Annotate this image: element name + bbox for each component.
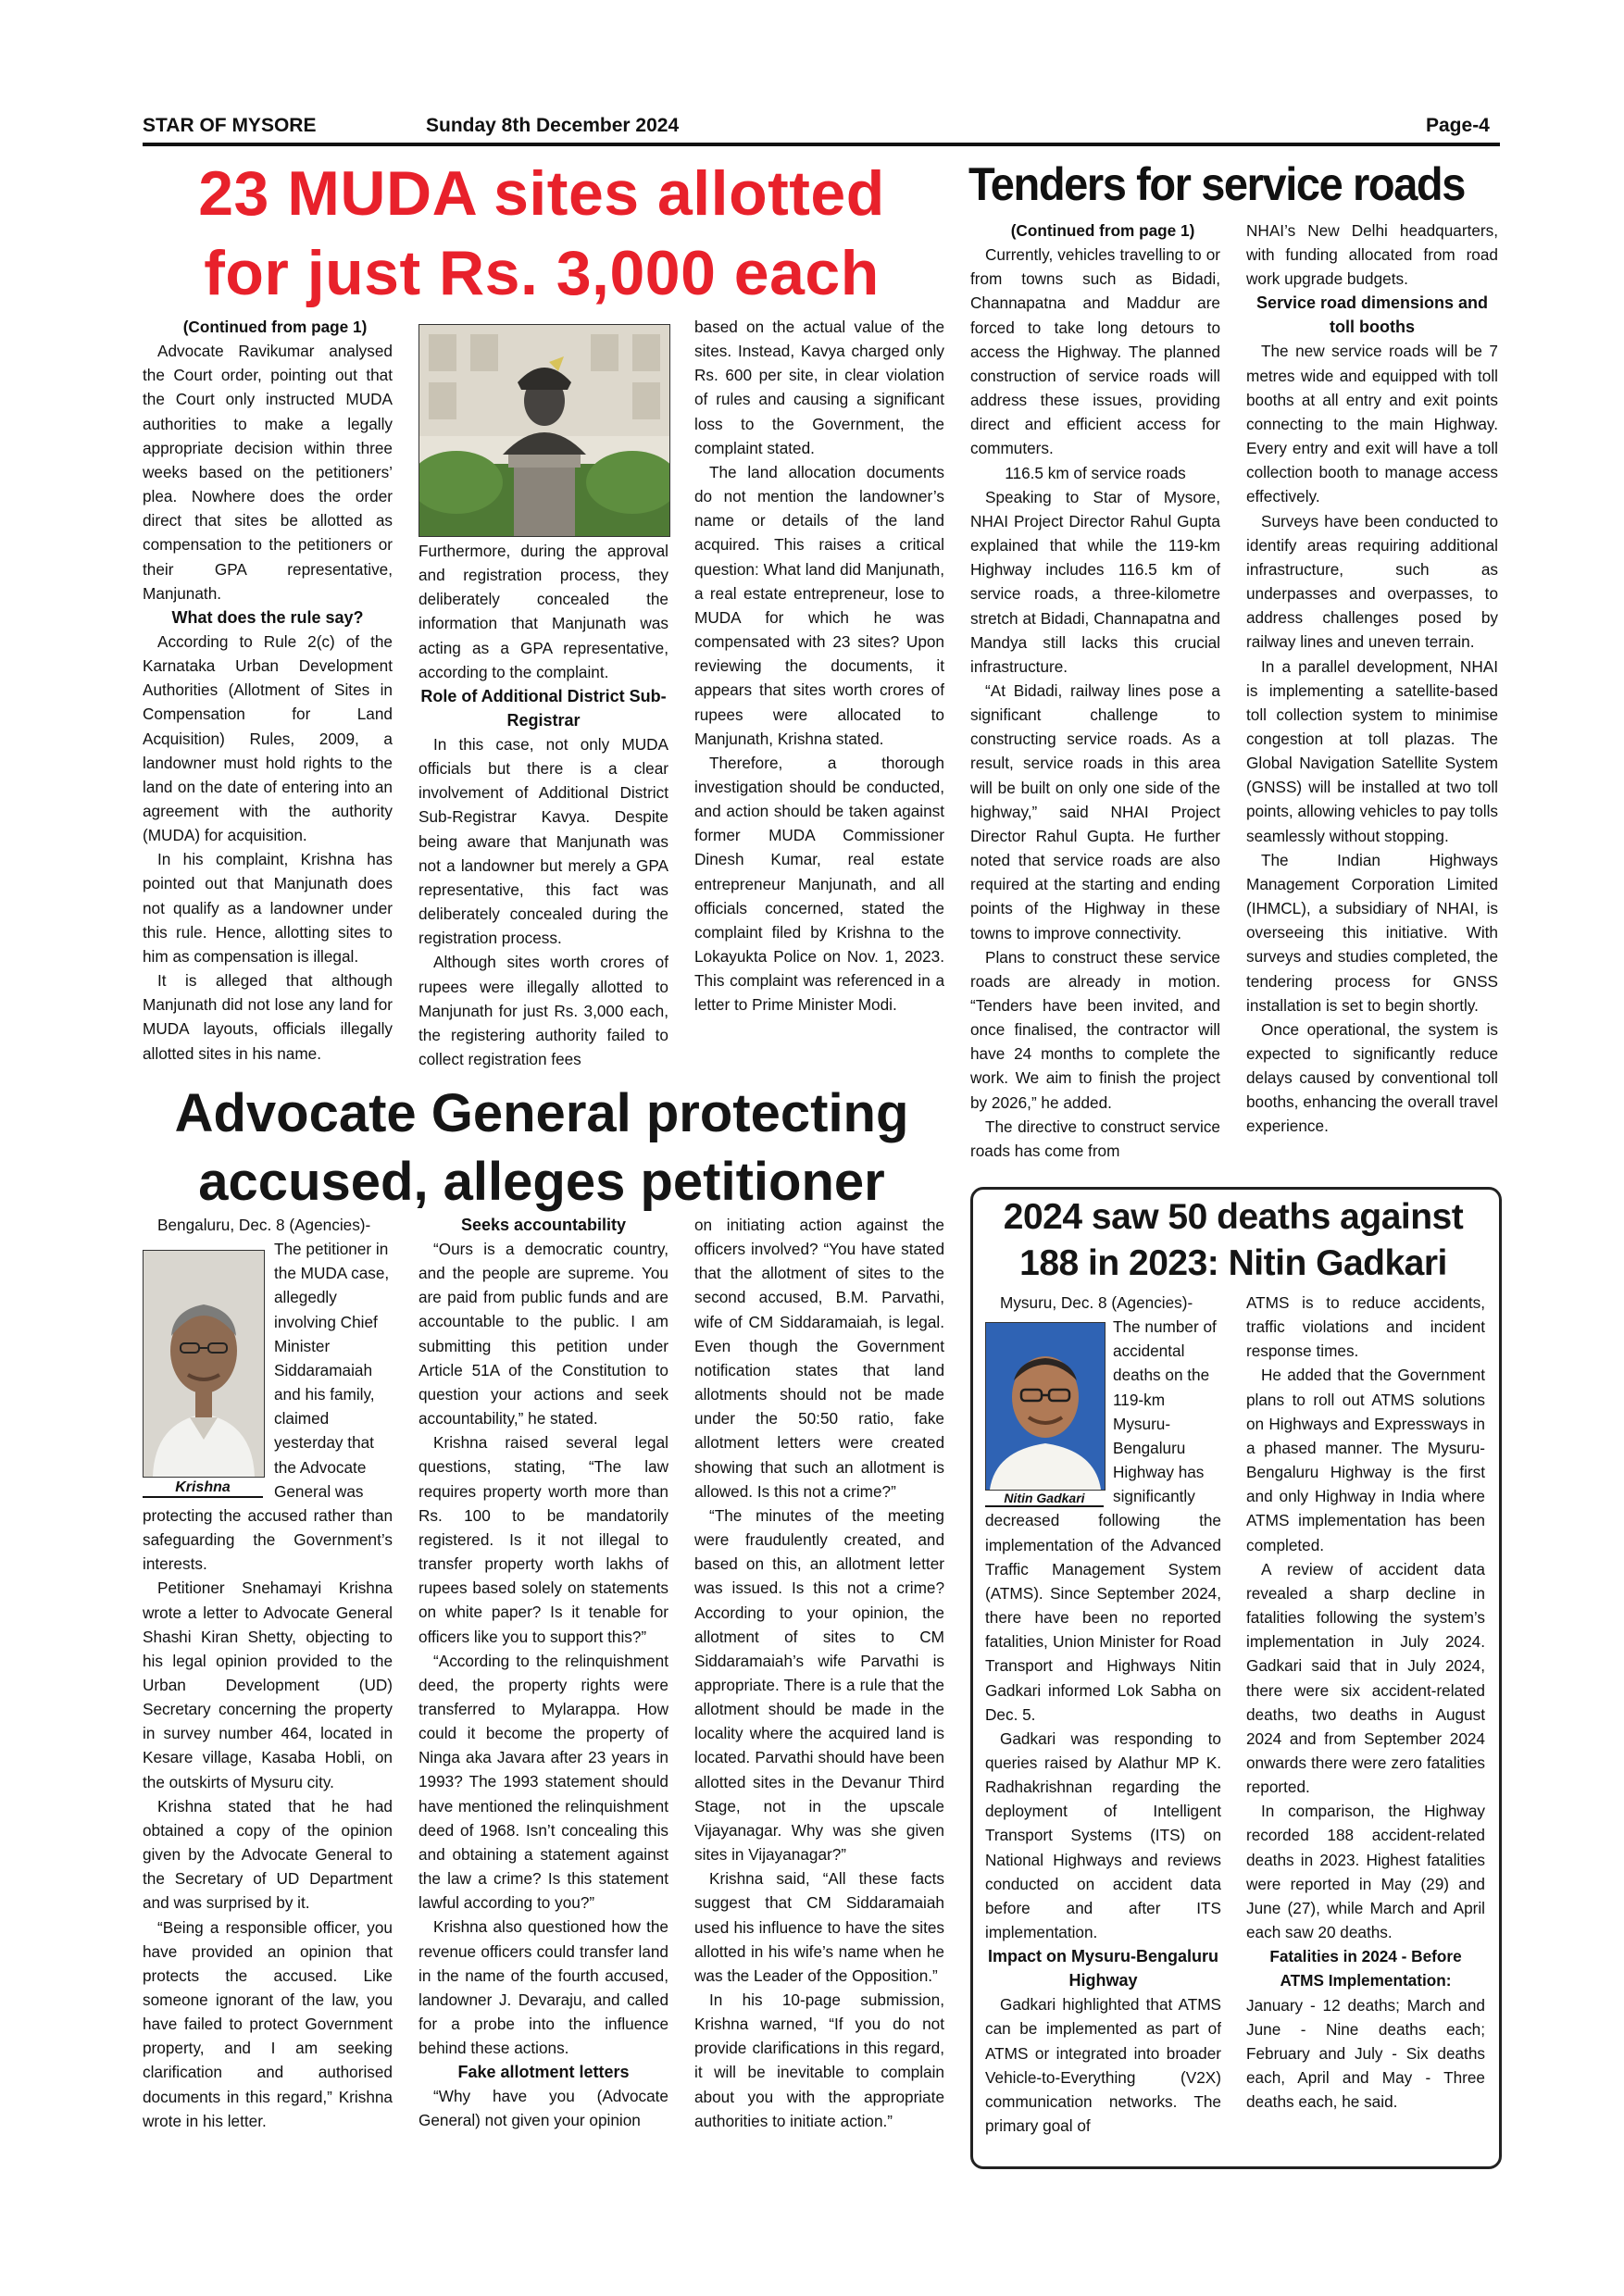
- muda-column-1: [143, 315, 393, 1074]
- advocate-headline: [139, 1079, 944, 1217]
- advocate-column-3: [694, 1213, 944, 2166]
- advocate-paragraph: “Being a responsible officer, you have provided an opinion that protects the accused. Like someone ignorant of the law, you have failed to protect Government property, and I am seeking clarification and authorised documents in this regard,” Krishna wrote in his letter.: [143, 1917, 393, 2130]
- advocate-paragraph: “The minutes of the meeting were fraudulently created, and based on this, an allotment letter was issued. Is this not a crime? According to your opinion, the allotment of sites to CM Siddaramaiah’s wife Parvathi is appropriate. There is a rule that the allotment should be made in the locality where the acquired land is located. Parvathi should have been allotted sites in the Devanur Third Stage, not in the upscale Vijayanagar. Why was she given sites in Vijayanagar?”: [694, 1505, 944, 1865]
- masthead-rule: [143, 143, 1500, 146]
- tenders-paragraph: Plans to construct these service roads are already in motion. “Tenders have been invited, and once finalised, the contractor will have 24 months to complete the work. We aim to finish the project by 2026,” he added.: [970, 947, 1220, 1112]
- tenders-paragraph: The Indian Highways Management Corporation Limited (IHMCL), a subsidiary of NHAI, is overseeing this initiative. With surveys and studies completed, the tendering process for GNSS installation is set to begin shortly.: [1246, 850, 1498, 1015]
- gadkari-headline-line2: 188 in 2023: Nitin Gadkari: [1019, 1243, 1447, 1283]
- advocate-column-2: [418, 1213, 668, 2166]
- advocate-headline-line1: Advocate General protecting: [174, 1083, 909, 1143]
- advocate-paragraph: “Ours is a democratic country, and the people are supreme. You are paid from public funds and are accountable to the public. I am submitting this petition under Article 51A of the Constitution to question your actions and seek accountability,” he stated.: [418, 1240, 668, 1429]
- advocate-paragraph: Petitioner Snehamayi Krishna wrote a letter to Advocate General Shashi Kiran Shetty, objecting to his legal opinion provided to the Urban Development (UD) Secretary concerning the property in survey number 464, located in Kesare village, Kasaba Hobli, on the outskirts of Mysuru city.: [143, 1578, 393, 1791]
- advocate-paragraph: on initiating action against the officers involved? “You have stated that the allotment of sites to the second accused, B.M. Parvathi, wife of CM Siddaramaiah, is legal. Even though the Government notification states that land allotments should not be made under the 50:50 ratio, fake allotment letters were created showing that such an allotment is allowed. Is this not a crime?”: [694, 1216, 944, 1501]
- masthead-paper-name: STAR OF MYSORE: [143, 115, 317, 136]
- tenders-paragraph: Currently, vehicles travelling to or from towns such as Bidadi, Channapatna and Maddur are forced to take long detours to access the Highway. The planned construction of service roads will address these issues, providing direct and efficient access for commuters.: [970, 245, 1220, 458]
- tenders-paragraph: Once operational, the system is expected to significantly reduce delays caused by conventional toll booths, enhancing the overall travel experience.: [1246, 1019, 1498, 1136]
- advocate-column-1: [143, 1213, 393, 2166]
- muda-paragraph: According to Rule 2(c) of the Karnataka Urban Development Authorities (Allotment of Sites in Compensation for Land Acquisition) Rules, 2009, a landowner must hold rights to the land on the date of entering into an agreement with the authority (MUDA) for acquisition.: [143, 631, 393, 845]
- muda-headline-line2: for just Rs. 3,000 each: [204, 238, 880, 308]
- muda-headline: [139, 154, 944, 313]
- statue-photo: [418, 324, 670, 537]
- tenders-subhead-dimensions: Service road dimensions and toll booths: [1255, 293, 1489, 337]
- masthead-page-number: Page-4: [1426, 115, 1490, 136]
- muda-headline-line1: 23 MUDA sites allotted: [198, 158, 885, 229]
- gadkari-paragraph: Gadkari highlighted that ATMS can be implemented as part of ATMS or integrated into broader Vehicle-to-Everything (V2X) communication networks. The primary goal of: [985, 1995, 1221, 2135]
- advocate-paragraph: Krishna stated that he had obtained a copy of the opinion given by the Advocate General to the Secretary of UD Department and was surprised by it.: [143, 1796, 393, 1913]
- tenders-paragraph: Speaking to Star of Mysore, NHAI Project Director Rahul Gupta explained that while the 119-km Highway includes 116.5 km of service roads, a three-kilometre stretch at Bidadi, Channapatna and Mandya still lacks this crucial infrastructure.: [970, 487, 1220, 676]
- tenders-paragraph: NHAI’s New Delhi headquarters, with funding allocated from road work upgrade budgets.: [1246, 221, 1498, 289]
- advocate-subhead-fake-letters: Fake allotment letters: [457, 2063, 630, 2082]
- muda-paragraph: The land allocation documents do not mention the landowner’s name or details of the land acquired. This raises a critical question: What land did Manjunath, a real estate entrepreneur, lose to MUDA for which he was compensated with 23 sites? Upon reviewing the documents, it appears that sites worth crores of rupees were allocated to Manjunath, Krishna stated.: [694, 462, 944, 748]
- tenders-paragraph: “At Bidadi, railway lines pose a significant challenge to constructing service roads. As a result, service roads in this area will be built on only one side of the highway,” said NHAI Project Director Rahul Gupta. He further noted that service roads are also required at the starting and ending points of the Highway in these towns to improve connectivity.: [970, 680, 1220, 942]
- tenders-headline: Tenders for service roads: [968, 158, 1465, 210]
- gadkari-photo-caption: Nitin Gadkari: [985, 1491, 1104, 1507]
- gadkari-lead-beside-photo: The number of accidental deaths on the 119-km Mysuru-Bengaluru Highway has significantly: [1113, 1317, 1217, 1506]
- gadkari-paragraph: decreased following the implementation of the Advanced Traffic Management System (ATMS). Since September 2024, there have been no reported fatalities, Union Minister for Road Transport and Highways Nitin Gadkari informed Lok Sabha on Dec. 5.: [985, 1511, 1221, 1724]
- gadkari-dateline: Mysuru, Dec. 8 (Agencies)-: [1000, 1293, 1193, 1312]
- muda-paragraph: based on the actual value of the sites. Instead, Kavya charged only Rs. 600 per site, in clear violation of rules and causing a significant loss to the Government, the complaint stated.: [694, 318, 944, 457]
- advocate-paragraph: In his 10-page submission, Krishna warned, “If you do not provide clarifications in this regard, it will be inevitable to complain about you with the appropriate authorities to initiate action.”: [694, 1990, 944, 2130]
- advocate-paragraph: Krishna raised several legal questions, stating, “The law requires property worth more than Rs. 100 to be mandatorily registered. Is it not illegal to transfer property worth lakhs of rupees based solely on statements on white paper? Is it tenable for officers like you to support this?”: [418, 1433, 668, 1646]
- tenders-continued-note: (Continued from page 1): [1010, 221, 1195, 240]
- gadkari-paragraph: A review of accident data revealed a sharp decline in fatalities following the system’s implementation in July 2024. Gadkari said that in July 2024, there were six accident-related deaths, two deaths in August 2024 and from September 2024 onwards there were zero fatalities reported.: [1246, 1559, 1485, 1797]
- gadkari-paragraph: In comparison, the Highway recorded 188 accident-related deaths in 2023. Highest fatalities were reported in May (29) and June (27), while March and April each saw 20 deaths.: [1246, 1802, 1485, 1942]
- advocate-subhead-accountability: Seeks accountability: [460, 1216, 627, 1234]
- gadkari-column-2: [1246, 1291, 1485, 2152]
- muda-paragraph: It is alleged that although Manjunath did not lose any land for MUDA layouts, officials illegally allotted sites in his name.: [143, 971, 393, 1063]
- krishna-photo-caption: Krishna: [143, 1479, 263, 1498]
- advocate-paragraph: Krishna also questioned how the revenue officers could transfer land in the name of the fourth accused, landowner J. Devaraju, and called for a probe into the influence behind these actions.: [418, 1917, 668, 2058]
- tenders-paragraph: The new service roads will be 7 metres wide and equipped with toll booths at all entry and exit points connecting to the main Highway. Every entry and exit will have a toll collection booth to manage access effectively.: [1246, 342, 1498, 506]
- muda-paragraph: Therefore, a thorough investigation should be conducted, and action should be taken against former MUDA Commissioner Dinesh Kumar, real estate entrepreneur Manjunath, and all officials concerned, stated the complaint filed by Krishna to the Lokayukta Police on Nov. 1, 2023. This complaint was referenced in a letter to Prime Minister Modi.: [694, 753, 944, 1015]
- tenders-paragraph: Surveys have been conducted to identify areas requiring additional infrastructure, such as underpasses and overpasses, to address challenges posed by railway lines and uneven terrain.: [1246, 511, 1498, 652]
- muda-subhead-rule: What does the rule say?: [171, 607, 364, 627]
- muda-column-3: [694, 315, 944, 1074]
- muda-paragraph: Advocate Ravikumar analysed the Court order, pointing out that the Court only instructed MUDA authorities to make a legally appropriate decision within three weeks based on the petitioners’ plea. Nowhere does the order direct that sites be allotted as compensation to the petitioners or their GPA representative, Manjunath.: [143, 342, 393, 603]
- advocate-headline-line2: accused, alleges petitioner: [198, 1152, 885, 1212]
- advocate-dateline: Bengaluru, Dec. 8 (Agencies)-: [157, 1216, 371, 1234]
- tenders-subhead-km: 116.5 km of service roads: [1005, 463, 1186, 482]
- muda-paragraph: In this case, not only MUDA officials but there is a clear involvement of Additional District Sub-Registrar Kavya. Despite being aware that Manjunath was not a landowner but merely a GPA representative, this fact was deliberately concealed during the registration process.: [418, 734, 668, 948]
- muda-subhead-registrar: Role of Additional District Sub-Registrar: [420, 686, 667, 730]
- muda-paragraph: Although sites worth crores of rupees were illegally allotted to Manjunath for just Rs. 3,000 each, the registering authority failed to collect registration fees: [418, 953, 668, 1068]
- statue-bust-image: [419, 325, 669, 536]
- advocate-paragraph: protecting the accused rather than safeguarding the Government’s interests.: [143, 1505, 393, 1574]
- advocate-lead-beside-photo: The petitioner in the MUDA case, allegedly involving Chief Minister Siddaramaiah and his family, claimed yesterday that the Advocate General was: [274, 1240, 390, 1501]
- gadkari-paragraph: He added that the Government plans to roll out ATMS solutions on Highways and Expressways in a phased manner. The Mysuru-Bengaluru Highway is the first and only Highway in India where ATMS implementation has been completed.: [1246, 1366, 1485, 1554]
- gadkari-paragraph: Gadkari was responding to queries raised by Alathur MP K. Radhakrishnan regarding the deployment of Intelligent Transport Systems (ITS) on National Highways and reviews conducted on accident data before and after ITS implementation.: [985, 1728, 1221, 1942]
- advocate-paragraph: Krishna said, “All these facts suggest that CM Siddaramaiah used his influence to have the sites allotted in his wife’s name when he was the Leader of the Opposition.”: [694, 1869, 944, 1985]
- advocate-paragraph: “According to the relinquishment deed, the property rights were transferred to Mylarappa. How could it become the property of Ninga aka Javara after 23 years in 1993? The 1993 statement should have mentioned the relinquishment deed of 1968. Isn’t concealing this and obtaining a statement against the law a crime? Is this statement lawful according to you?”: [418, 1651, 668, 1913]
- tenders-paragraph: The directive to construct service roads has come from: [970, 1117, 1220, 1160]
- gadkari-headline-line1: 2024 saw 50 deaths against: [1003, 1197, 1464, 1237]
- gadkari-subhead-impact: Impact on Mysuru-Bengaluru Highway: [987, 1947, 1219, 1990]
- gadkari-paragraph: January - 12 deaths; March and June - Nine deaths each; February and July - Six deaths each, April and May - Three deaths each, he said.: [1246, 1995, 1485, 2112]
- muda-column-2: [418, 539, 668, 1076]
- tenders-column-2: [1246, 218, 1498, 1172]
- gadkari-headline: [974, 1194, 1493, 1287]
- muda-paragraph: In his complaint, Krishna has pointed out that Manjunath does not qualify as a landowner under this rule. Hence, allotting sites to him as compensation is illegal.: [143, 850, 393, 966]
- masthead-date: Sunday 8th December 2024: [426, 115, 680, 136]
- gadkari-column-1: [985, 1291, 1221, 2152]
- muda-continued-note: (Continued from page 1): [182, 318, 368, 336]
- gadkari-paragraph: ATMS is to reduce accidents, traffic violations and incident response times.: [1246, 1293, 1485, 1361]
- gadkari-subhead-fatalities: Fatalities in 2024 - Before ATMS Implementation:: [1269, 1947, 1462, 1990]
- muda-paragraph: Furthermore, during the approval and registration process, they deliberately concealed the information that Manjunath was acting as a GPA representative, according to the complaint.: [418, 542, 668, 681]
- advocate-paragraph: “Why have you (Advocate General) not given your opinion: [418, 2087, 668, 2130]
- tenders-paragraph: In a parallel development, NHAI is implementing a satellite-based toll collection system to minimise congestion at toll plazas. The Global Navigation Satellite System (GNSS) will be installed at two toll points, allowing vehicles to pay tolls seamlessly without stopping.: [1246, 656, 1498, 845]
- tenders-column-1: [970, 218, 1220, 1172]
